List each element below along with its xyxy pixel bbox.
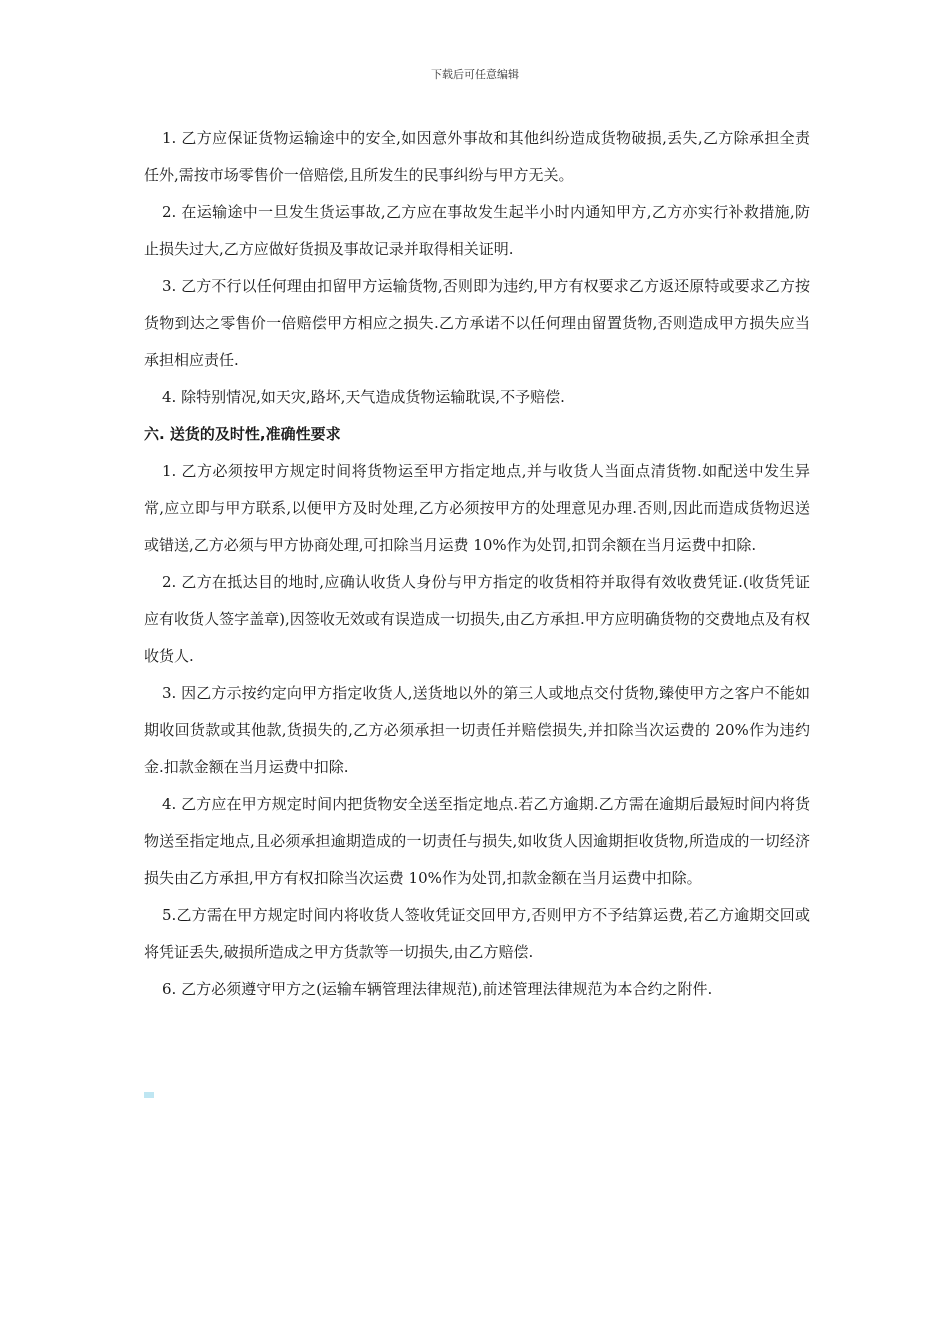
clause-6-4: 4. 乙方应在甲方规定时间内把货物安全送至指定地点.若乙方逾期.乙方需在逾期后最短时间内将货物送至指定地点,且必须承担逾期造成的一切责任与损失,如收货人因逾期拒收货物,所造成的一切经济损失由乙方承担,甲方有权扣除当次运费 10%作为处罚,扣款金额在当月运费中扣除。 <box>144 795 810 887</box>
section-six-title: 六. 送货的及时性,准确性要求 <box>144 425 341 443</box>
clause-6-1: 1. 乙方必须按甲方规定时间将货物运至甲方指定地点,并与收货人当面点清货物.如配送中发生异常,应立即与甲方联系,以便甲方及时处理,乙方必须按甲方的处理意见办理.否则,因此而造成货物迟送或错送,乙方必须与甲方协商处理,可扣除当月运费 10%作为处罚,扣罚余额在当月运费中扣除. <box>144 462 810 554</box>
clause-5-1: 1. 乙方应保证货物运输途中的安全,如因意外事故和其他纠纷造成货物破损,丢失,乙方除承担全责任外,需按市场零售价一倍赔偿,且所发生的民事纠纷与甲方无关。 <box>144 129 810 184</box>
page-header: 下载后可任意编辑 <box>431 68 519 81</box>
document-body <box>144 120 810 1008</box>
clause-6-6: 6. 乙方必须遵守甲方之(运输车辆管理法律规范),前述管理法律规范为本合约之附件. <box>162 980 713 998</box>
clause-6-2: 2. 乙方在抵达目的地时,应确认收货人身份与甲方指定的收货相符并取得有效收费凭证.(收货凭证应有收货人签字盖章),因签收无效或有误造成一切损失,由乙方承担.甲方应明确货物的交费地点及有权收货人. <box>144 573 810 665</box>
clause-6-5: 5.乙方需在甲方规定时间内将收货人签收凭证交回甲方,否则甲方不予结算运费,若乙方逾期交回或将凭证丢失,破损所造成之甲方货款等一切损失,由乙方赔偿. <box>144 906 810 961</box>
text-cursor-marker <box>144 1092 154 1098</box>
clause-5-4: 4. 除特别情况,如天灾,路坏,天气造成货物运输耽误,不予赔偿. <box>162 388 565 406</box>
clause-5-3: 3. 乙方不行以任何理由扣留甲方运输货物,否则即为违约,甲方有权要求乙方返还原特或要求乙方按货物到达之零售价一倍赔偿甲方相应之损失.乙方承诺不以任何理由留置货物,否则造成甲方损失应当承担相应责任. <box>144 277 810 369</box>
clause-5-2: 2. 在运输途中一旦发生货运事故,乙方应在事故发生起半小时内通知甲方,乙方亦实行补救措施,防止损失过大,乙方应做好货损及事故记录并取得相关证明. <box>144 203 810 258</box>
clause-6-3: 3. 因乙方示按约定向甲方指定收货人,送货地以外的第三人或地点交付货物,臻使甲方之客户不能如期收回货款或其他款,货损失的,乙方必须承担一切责任并赔偿损失,并扣除当次运费的 20%作为违约金.扣款金额在当月运费中扣除. <box>144 684 810 776</box>
